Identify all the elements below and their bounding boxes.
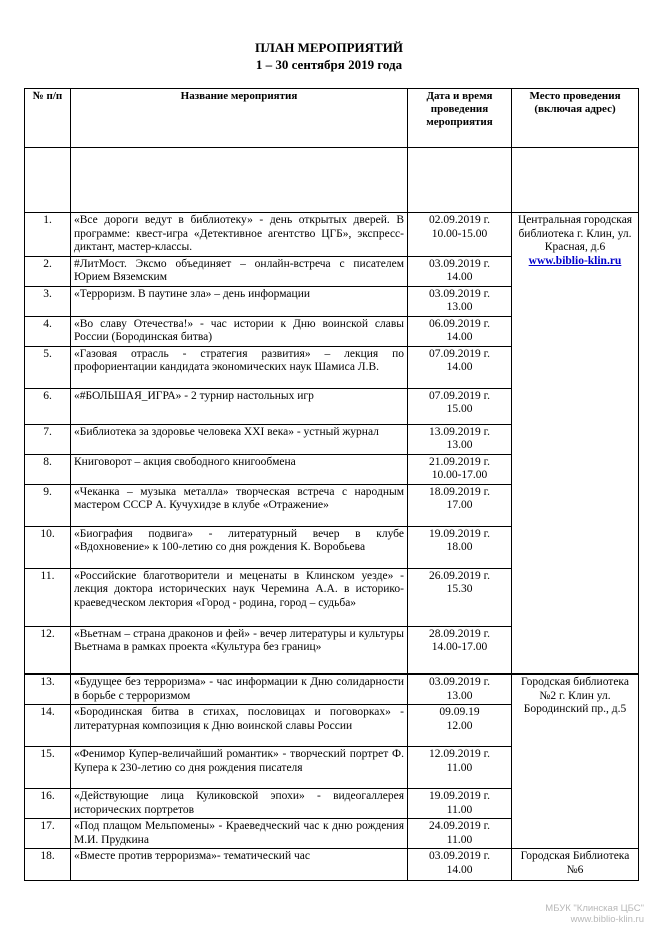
row-number: 2. (25, 256, 71, 286)
event-name: «Бородинская битва в стихах, пословицах и поговорках» - литературная композиция к Дню воинской славы России (71, 705, 408, 747)
event-datetime (408, 849, 512, 881)
row-number: 16. (25, 789, 71, 819)
event-datetime (408, 424, 512, 454)
spacer-cell (408, 148, 512, 213)
event-place (512, 674, 639, 849)
event-name: «Вместе против терроризма»- тематический час (71, 849, 408, 881)
event-time: 11.00 (446, 761, 473, 774)
event-datetime (408, 568, 512, 626)
event-name: «Фенимор Купер-величайший романтик» - творческий портрет Ф. Купера к 230-летию со дня рождения писателя (71, 747, 408, 789)
event-time: 13.00 (446, 439, 473, 451)
event-place (512, 849, 639, 881)
event-time: 15.30 (446, 583, 473, 595)
event-time: 18.00 (446, 541, 473, 553)
event-name: «Все дороги ведут в библиотеку» - день открытых дверей. В программе: квест-игра «Детективное агентство ЦГБ», экспресс-диктант, мастер-классы. (71, 213, 408, 257)
table-row (25, 213, 639, 257)
page-title: ПЛАН МЕРОПРИЯТИЙ (255, 40, 403, 55)
event-date: 28.09.2019 г. (429, 627, 490, 640)
event-time: 15.00 (446, 403, 473, 415)
row-number: 3. (25, 286, 71, 316)
event-name: «Под плащом Мельпомены» - Краеведческий час к дню рождения М.И. Прудкина (71, 819, 408, 849)
events-table (24, 88, 639, 881)
event-name: #ЛитМост. Эксмо объединяет – онлайн-встреча с писателем Юрием Вяземским (71, 256, 408, 286)
event-name: «Газовая отрасль - стратегия развития» – лекция по профориентации кандидата экономических наук Шамиса Л.В. (71, 346, 408, 388)
event-name: «Будущее без терроризма» - час информации к Дню солидарности в борьбе с терроризмом (71, 674, 408, 705)
row-number: 18. (25, 849, 71, 881)
event-time: 12.00 (446, 719, 473, 732)
event-name: «Во славу Отечества!» - час истории к Дню воинской славы России (Бородинская битва) (71, 316, 408, 346)
row-number: 13. (25, 674, 71, 705)
table-body (25, 148, 639, 881)
event-date: 03.09.2019 г. (429, 257, 490, 270)
watermark (545, 903, 644, 925)
row-number: 4. (25, 316, 71, 346)
watermark-org: МБУК "Клинская ЦБС" (545, 903, 644, 914)
spacer-cell (25, 148, 71, 213)
library-website-link[interactable]: www.biblio-klin.ru (528, 254, 622, 267)
event-datetime (408, 256, 512, 286)
event-date: 07.09.2019 г. (429, 347, 490, 360)
event-time: 14.00 (446, 361, 473, 373)
place-address: Центральная городская библиотека г. Клин, ул. Красная, д.6 (517, 214, 633, 253)
row-number: 15. (25, 747, 71, 789)
event-time: 10.00-17.00 (431, 469, 488, 481)
event-datetime (408, 286, 512, 316)
place-address: Городская Библиотека №6 (520, 850, 630, 876)
event-date: 13.09.2019 г. (429, 425, 490, 438)
page-subtitle: 1 – 30 сентября 2019 года (255, 57, 403, 72)
table-row (25, 849, 639, 881)
event-name: Книговорот – акция свободного книгообмена (71, 454, 408, 484)
spacer-row (25, 148, 639, 213)
event-time: 17.00 (446, 499, 473, 511)
header-date: Дата и время проведения мероприятия (408, 89, 512, 148)
event-date: 07.09.2019 г. (429, 389, 490, 402)
event-name: «Библиотека за здоровье человека XXI века» - устный журнал (71, 424, 408, 454)
row-number: 6. (25, 388, 71, 424)
row-number: 5. (25, 346, 71, 388)
event-name: «Терроризм. В паутине зла» – день информации (71, 286, 408, 316)
event-datetime (408, 213, 512, 257)
row-number: 14. (25, 705, 71, 747)
event-time: 14.00 (446, 863, 473, 876)
row-number: 17. (25, 819, 71, 849)
event-time: 14.00 (446, 331, 473, 343)
event-time: 11.00 (446, 833, 473, 846)
event-datetime (408, 747, 512, 789)
header-place: Место проведения (включая адрес) (512, 89, 639, 148)
event-date: 02.09.2019 г. (429, 214, 490, 226)
event-date: 21.09.2019 г. (429, 455, 490, 468)
event-datetime (408, 388, 512, 424)
row-number: 10. (25, 526, 71, 568)
event-datetime (408, 346, 512, 388)
event-date: 03.09.2019 г. (429, 287, 490, 300)
row-number: 1. (25, 213, 71, 257)
event-datetime (408, 526, 512, 568)
event-name: «#БОЛЬШАЯ_ИГРА» - 2 турнир настольных игр (71, 388, 408, 424)
row-number: 11. (25, 568, 71, 626)
event-datetime (408, 705, 512, 747)
event-name: «Действующие лица Куликовской эпохи» - видеогаллерея исторических портретов (71, 789, 408, 819)
event-date: 26.09.2019 г. (429, 569, 490, 582)
place-address: Городская библиотека №2 г. Клин ул. Бородинский пр., д.5 (521, 676, 629, 715)
event-date: 12.09.2019 г. (429, 748, 490, 760)
table-row (25, 674, 639, 705)
header-name: Название мероприятия (71, 89, 408, 148)
spacer-cell (512, 148, 639, 213)
event-time: 13.00 (446, 689, 473, 702)
event-time: 14.00 (446, 271, 473, 283)
event-datetime (408, 316, 512, 346)
event-datetime (408, 484, 512, 526)
event-datetime (408, 626, 512, 674)
table-header-row (25, 89, 639, 148)
event-datetime (408, 789, 512, 819)
event-name: «Российские благотворители и меценаты в Клинском уезде» - лекция доктора исторических наук Черемина А.А. в историко-краеведческом лектория «Город - родина, город – судьба» (71, 568, 408, 626)
event-name: «Биография подвига» - литературный вечер в клубе «Вдохновение» к 100-летию со дня рождения К. Воробьева (71, 526, 408, 568)
row-number: 12. (25, 626, 71, 674)
event-date: 19.09.2019 г. (429, 790, 490, 802)
event-place (512, 213, 639, 675)
event-datetime (408, 819, 512, 849)
event-datetime (408, 454, 512, 484)
event-date: 19.09.2019 г. (429, 527, 490, 540)
event-date: 18.09.2019 г. (429, 485, 490, 498)
event-time: 11.00 (446, 803, 473, 816)
event-date: 24.09.2019 г. (429, 820, 490, 832)
event-time: 13.00 (446, 301, 473, 313)
event-date: 03.09.2019 г. (429, 676, 490, 688)
watermark-url: www.biblio-klin.ru (570, 914, 644, 925)
row-number: 7. (25, 424, 71, 454)
event-time: 10.00-15.00 (431, 227, 488, 240)
event-time: 14.00-17.00 (431, 641, 488, 653)
event-name: «Чеканка – музыка металла» творческая встреча с народным мастером СССР А. Кучухидзе в клубе «Отражение» (71, 484, 408, 526)
event-date: 06.09.2019 г. (429, 317, 490, 330)
spacer-cell (71, 148, 408, 213)
header-num: № п/п (25, 89, 71, 148)
event-name: «Вьетнам – страна драконов и фей» - вечер литературы и культуры Вьетнама в рамках проекта «Культура без границ» (71, 626, 408, 674)
row-number: 9. (25, 484, 71, 526)
event-date: 09.09.19 (439, 706, 480, 718)
row-number: 8. (25, 454, 71, 484)
event-date: 03.09.2019 г. (429, 850, 490, 862)
event-datetime (408, 674, 512, 705)
